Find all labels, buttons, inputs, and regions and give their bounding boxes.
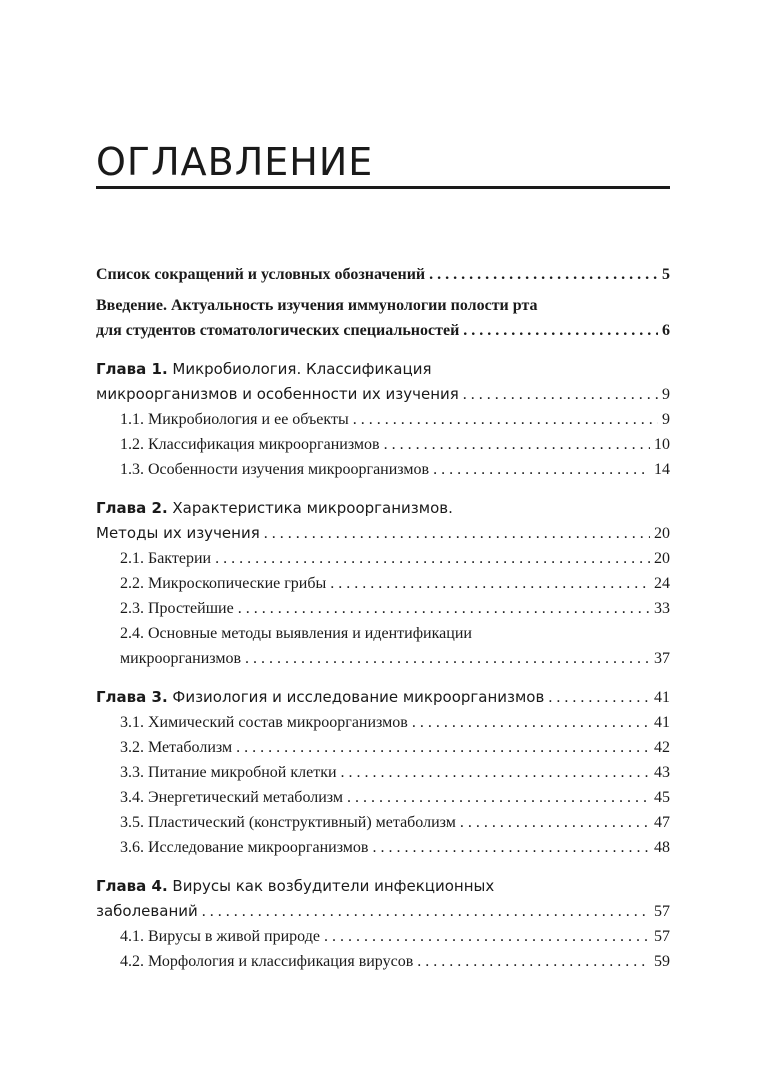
- section-title: 1.2. Классификация микроорганизмов: [120, 436, 380, 453]
- page-number: 20: [654, 525, 670, 542]
- page-number: 41: [654, 689, 670, 706]
- toc-line: [96, 646, 670, 671]
- dot-leader: [324, 924, 650, 949]
- section-title: 4.1. Вирусы в живой природе: [120, 928, 320, 945]
- toc-line: [96, 521, 670, 546]
- page-number: 6: [662, 322, 670, 339]
- spacer: [96, 860, 670, 874]
- dot-leader: [460, 810, 650, 835]
- toc-line: [96, 496, 670, 521]
- page-number: 5: [662, 266, 670, 283]
- section-title: 3.5. Пластический (конструктивный) метаболизм: [120, 814, 456, 831]
- section-title: 2.4. Основные методы выявления и идентификации: [120, 625, 472, 642]
- page-number: 33: [654, 600, 670, 617]
- dot-leader: [384, 432, 650, 457]
- chapter-label: Глава 1.: [96, 360, 168, 378]
- toc-line: [96, 835, 670, 860]
- spacer: [96, 343, 670, 357]
- toc-line: [96, 457, 670, 482]
- dot-leader: [347, 785, 650, 810]
- dot-leader: [412, 710, 650, 735]
- page-number: 48: [654, 839, 670, 856]
- chapter-label: Глава 2.: [96, 499, 168, 517]
- toc-line: [96, 949, 670, 974]
- page-number: 37: [654, 650, 670, 667]
- toc-line: [96, 710, 670, 735]
- section-title: 3.3. Питание микробной клетки: [120, 764, 337, 781]
- section-title: микроорганизмов: [120, 650, 242, 667]
- section-title: 2.1. Бактерии: [120, 550, 212, 567]
- section-title: 4.2. Морфология и классификация вирусов: [120, 953, 414, 970]
- page-number: 43: [654, 764, 670, 781]
- toc-line: [96, 874, 670, 899]
- dot-leader: [238, 596, 650, 621]
- chapter-label: Глава 4.: [96, 877, 168, 895]
- section-title: 3.2. Метаболизм: [120, 739, 233, 756]
- page-number: 45: [654, 789, 670, 806]
- entry-title: Список сокращений и условных обозначений: [96, 266, 426, 283]
- toc-line: [96, 685, 670, 710]
- section-title: 2.3. Простейшие: [120, 600, 234, 617]
- toc-line: [96, 432, 670, 457]
- page-number: 59: [654, 953, 670, 970]
- dot-leader: [341, 760, 650, 785]
- chapter-title: заболеваний: [96, 902, 198, 920]
- toc-entry-chapter: [96, 685, 670, 860]
- toc-line: [96, 899, 670, 924]
- table-of-contents: [96, 262, 670, 988]
- chapter-title: Микробиология. Классификация: [167, 360, 432, 378]
- page-number: 24: [654, 575, 670, 592]
- toc-line: [96, 318, 670, 343]
- toc-line: [96, 735, 670, 760]
- page-number: 47: [654, 814, 670, 831]
- section-title: 1.1. Микробиология и ее объекты: [120, 411, 349, 428]
- title-rule: [96, 186, 670, 189]
- dot-leader: [353, 407, 658, 432]
- dot-leader: [429, 262, 658, 287]
- toc-line: [96, 760, 670, 785]
- toc-entry-chapter: [96, 496, 670, 671]
- page-number: 42: [654, 739, 670, 756]
- toc-entry-chapter: [96, 357, 670, 482]
- page-number: 10: [654, 436, 670, 453]
- dot-leader: [372, 835, 650, 860]
- chapter-title: Методы их изучения: [96, 524, 260, 542]
- toc-line: [96, 621, 670, 646]
- toc-line: [96, 546, 670, 571]
- spacer: [96, 482, 670, 496]
- entry-title: для студентов стоматологических специальностей: [96, 322, 460, 339]
- section-title: 3.6. Исследование микроорганизмов: [120, 839, 369, 856]
- chapter-title: Характеристика микроорганизмов.: [167, 499, 453, 517]
- spacer: [96, 671, 670, 685]
- dot-leader: [417, 949, 650, 974]
- dot-leader: [215, 546, 650, 571]
- toc-line: [96, 382, 670, 407]
- chapter-title: микроорганизмов и особенности их изучения: [96, 385, 459, 403]
- chapter-title: Физиология и исследование микроорганизмов: [167, 688, 545, 706]
- dot-leader: [463, 318, 658, 343]
- dot-leader: [264, 521, 650, 546]
- toc-entry-front: [96, 262, 670, 287]
- entry-title: Введение. Актуальность изучения иммунологии полости рта: [96, 297, 538, 314]
- page-number: 57: [654, 928, 670, 945]
- section-title: 2.2. Микроскопические грибы: [120, 575, 327, 592]
- toc-line: [96, 596, 670, 621]
- page-title: ОГЛАВЛЕНИЕ: [96, 140, 374, 184]
- toc-line: [96, 262, 670, 287]
- toc-line: [96, 810, 670, 835]
- spacer: [96, 974, 670, 988]
- toc-line: [96, 357, 670, 382]
- page-number: 20: [654, 550, 670, 567]
- page-number: 9: [662, 411, 670, 428]
- page-number: 9: [662, 386, 670, 403]
- toc-entry-front: [96, 293, 670, 343]
- dot-leader: [433, 457, 650, 482]
- dot-leader: [202, 899, 650, 924]
- chapter-title: Вирусы как возбудители инфекционных: [167, 877, 495, 895]
- toc-line: [96, 293, 670, 318]
- section-title: 3.4. Энергетический метаболизм: [120, 789, 343, 806]
- chapter-label: Глава 3.: [96, 688, 168, 706]
- dot-leader: [330, 571, 650, 596]
- dot-leader: [236, 735, 650, 760]
- toc-line: [96, 407, 670, 432]
- page-number: 41: [654, 714, 670, 731]
- dot-leader: [245, 646, 650, 671]
- toc-line: [96, 785, 670, 810]
- section-title: 3.1. Химический состав микроорганизмов: [120, 714, 408, 731]
- page-number: 14: [654, 461, 670, 478]
- toc-entry-chapter: [96, 874, 670, 974]
- section-title: 1.3. Особенности изучения микроорганизмов: [120, 461, 430, 478]
- page-number: 57: [654, 903, 670, 920]
- dot-leader: [548, 685, 650, 710]
- toc-line: [96, 924, 670, 949]
- toc-line: [96, 571, 670, 596]
- dot-leader: [463, 382, 658, 407]
